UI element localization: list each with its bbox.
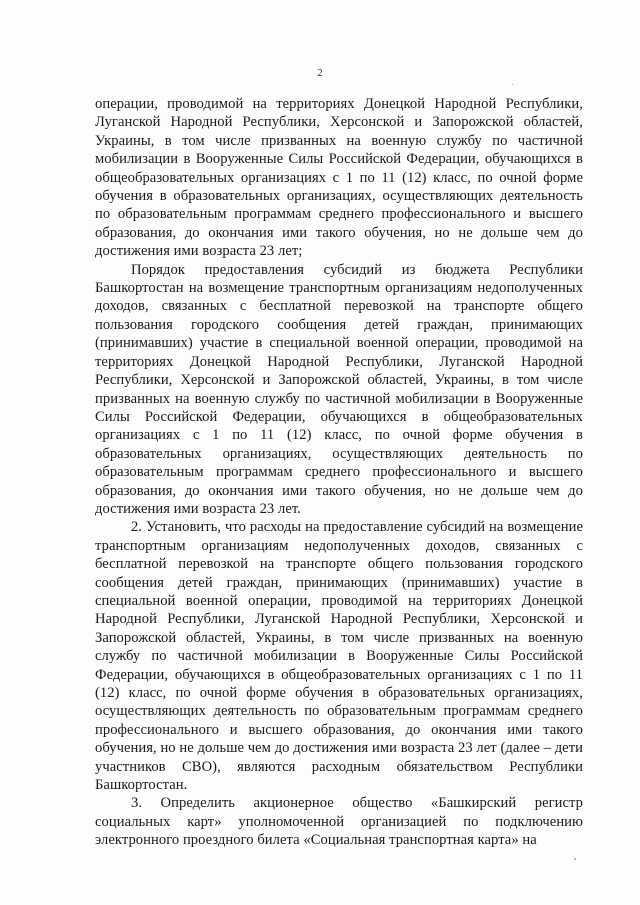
page-number: 2 [317, 67, 323, 79]
scan-speck [512, 84, 513, 85]
paragraph-clause-2: 2. Установить, что расходы на предоставление субсидий на возмещение транспортным организациям недополученных доходов, связанных с бесплатной перевозкой на транспорте общего пользования городского сообщения детей граждан, принимающих (принимавших) участие в специальной военной операции, проводимой на территориях Донецкой Народной Республики, Луганской Народной Республики, Херсонской и Запорожской областей, Украины, в том числе призванных на военную службу по частичной мобилизации в Вооруженные Силы Российской Федерации, обучающихся в общеобразовательных организациях с 1 по 11 (12) класс, по очной форме обучения в образовательных организациях, осуществляющих деятельность по образовательным программам среднего профессионального и высшего образования, до окончания ими такого обучения, но не дольше чем до достижения ими возраста 23 лет (далее – дети участников СВО), являются расходным обязательством Республики Башкортостан. [95, 519, 583, 794]
paragraph-continuation: операции, проводимой на территориях Донецкой Народной Республики, Луганской Народной Республики, Херсонской и Запорожской областей, Украины, в том числе призванных на военную службу по частичной мобилизации в Вооруженные Силы Российской Федерации, обучающихся в общеобразовательных организациях с 1 по 11 (12) класс, по очной форме обучения в образовательных организациях, осуществляющих деятельность по образовательным программам среднего профессионального и высшего образования, до окончания ими такого обучения, но не дольше чем до достижения ими возраста 23 лет; [95, 96, 583, 260]
paragraph-procedure: Порядок предоставления субсидий из бюджета Республики Башкортостан на возмещение транспортным организациям недополученных доходов, связанных с бесплатной перевозкой на транспорте общего пользования городского сообщения детей граждан, принимающих (принимавших) участие в специальной военной операции, проводимой на территориях Донецкой Народной Республики, Луганской Народной Республики, Херсонской и Запорожской областей, Украины, в том числе призванных на военную службу по частичной мобилизации в Вооруженные Силы Российской Федерации, обучающихся в общеобразовательных организациях с 1 по 11 (12) класс, по очной форме обучения в образовательных организациях, осуществляющих деятельность по образовательным программам среднего профессионального и высшего образования, до окончания ими такого обучения, но не дольше чем до достижения ими возраста 23 лет. [95, 261, 583, 517]
document-body [95, 95, 583, 850]
paragraph-clause-3: 3. Определить акционерное общество «Башкирский регистр социальных карт» уполномоченной организацией по подключению электронного проездного билета «Социальная транспортная карта» на [95, 795, 583, 849]
scan-speck [574, 858, 576, 860]
